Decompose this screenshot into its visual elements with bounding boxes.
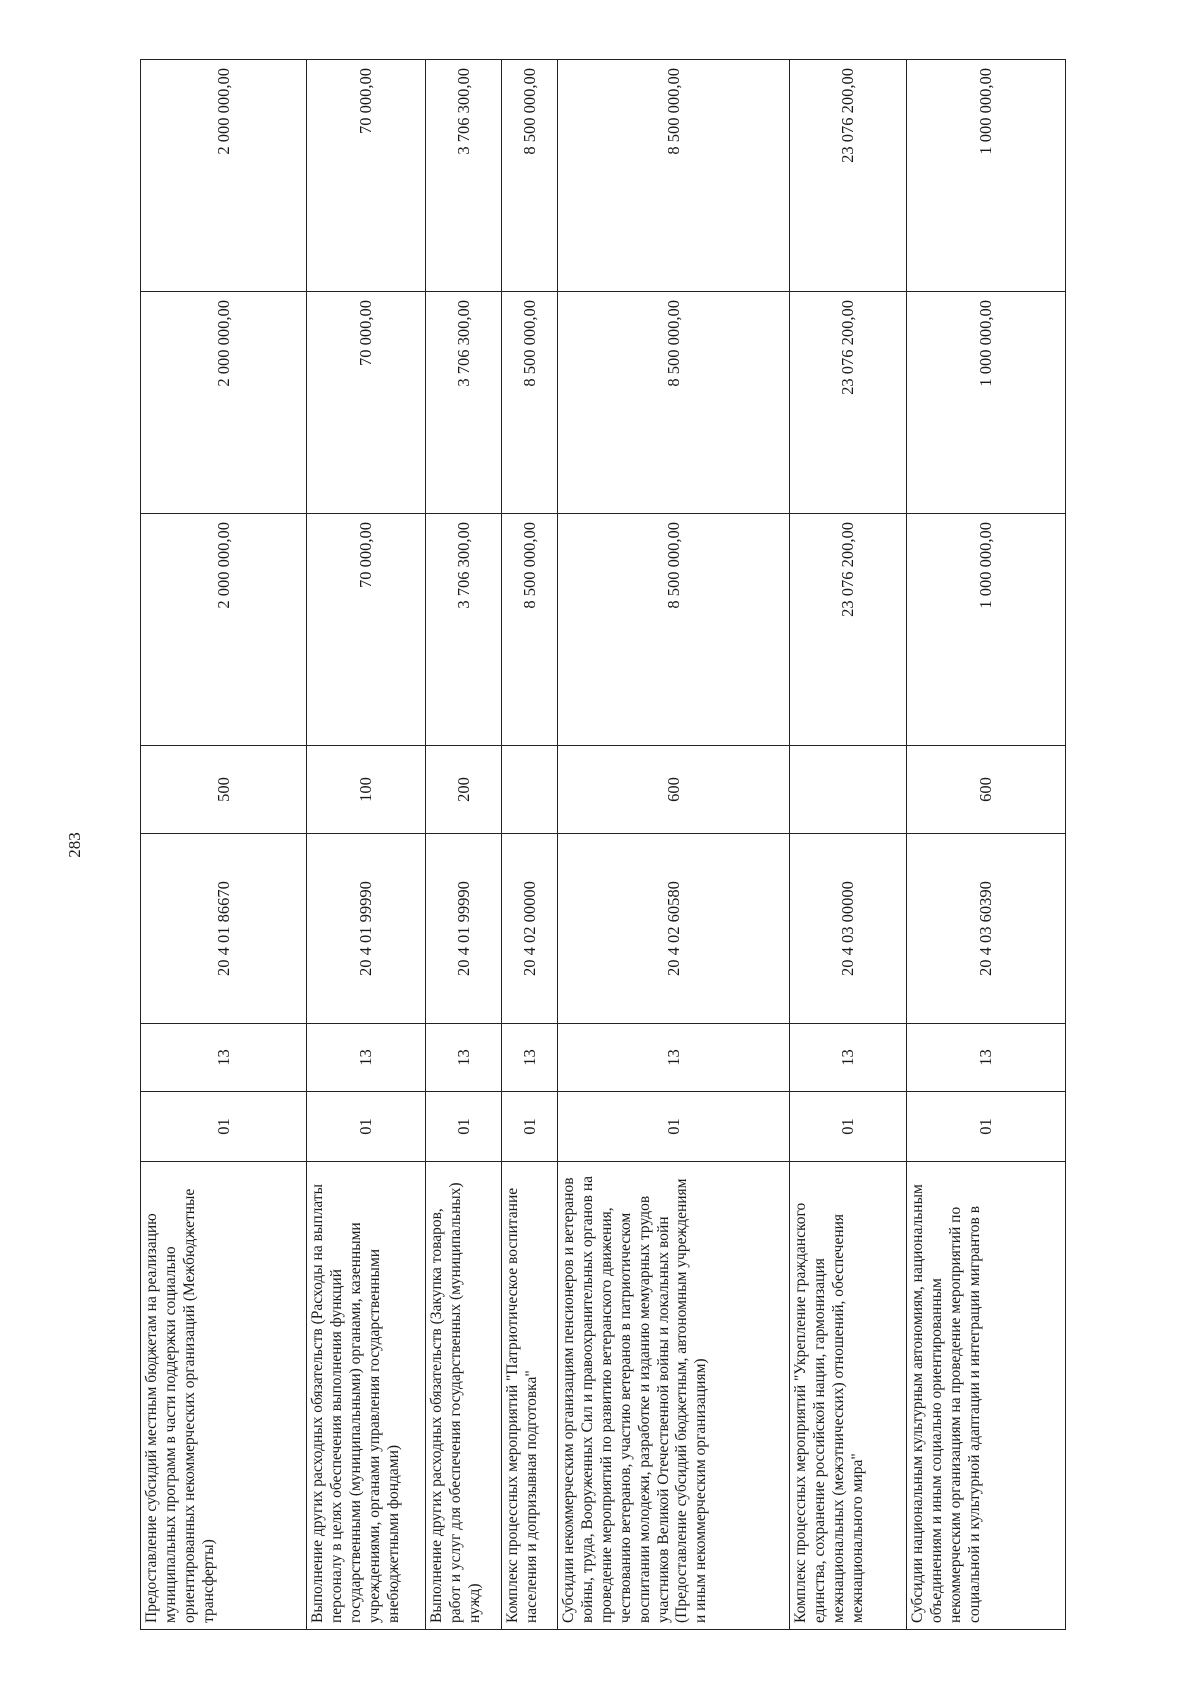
expense-type-code	[502, 746, 558, 834]
target-article-code: 20 4 03 00000	[790, 834, 907, 1024]
amount-year-2: 1 000 000,00	[907, 292, 1066, 514]
row-description: Выполнение других расходных обязательств (Расходы на выплаты персоналу в целях обеспечения выполнения функций государственными (муниципальными) органами, казенными учреждениями, органами управления государственными внебюджетными фондами)	[307, 1162, 426, 1630]
amount-year-3: 2 000 000,00	[141, 60, 307, 292]
page-number: 283	[65, 832, 84, 858]
target-article-code: 20 4 02 60580	[558, 834, 790, 1024]
rotated-page-body	[140, 60, 1065, 1630]
amount-year-2: 8 500 000,00	[502, 292, 558, 514]
amount-year-3: 23 076 200,00	[790, 60, 907, 292]
table-row	[141, 60, 307, 1630]
row-description: Комплекс процессных мероприятий "Укрепление гражданского единства, сохранение российской нации, гармонизация межнациональных (межэтнических) отношений, обеспечения межнационального мира"	[790, 1162, 907, 1630]
target-article-code: 20 4 03 60390	[907, 834, 1066, 1024]
section-code: 01	[502, 1092, 558, 1162]
target-article-code: 20 4 01 99990	[307, 834, 426, 1024]
amount-year-3: 3 706 300,00	[426, 60, 502, 292]
subsection-code: 13	[907, 1024, 1066, 1092]
target-article-code: 20 4 01 86670	[141, 834, 307, 1024]
target-article-code: 20 4 02 00000	[502, 834, 558, 1024]
amount-year-1: 8 500 000,00	[558, 514, 790, 746]
amount-year-3: 8 500 000,00	[502, 60, 558, 292]
table-row	[502, 60, 558, 1630]
amount-year-1: 3 706 300,00	[426, 514, 502, 746]
row-description: Предоставление субсидий местным бюджетам на реализацию муниципальных программ в части поддержки социально ориентированных некоммерческих организаций (Межбюджетные трансферты)	[141, 1162, 307, 1630]
expense-type-code: 600	[907, 746, 1066, 834]
subsection-code: 13	[502, 1024, 558, 1092]
budget-table-body	[141, 60, 1066, 1630]
row-description: Выполнение других расходных обязательств (Закупка товаров, работ и услуг для обеспечения государственных (муниципальных) нужд)	[426, 1162, 502, 1630]
subsection-code: 13	[790, 1024, 907, 1092]
amount-year-1: 1 000 000,00	[907, 514, 1066, 746]
expense-type-code: 500	[141, 746, 307, 834]
row-description: Субсидии некоммерческим организациям пенсионеров и ветеранов войны, труда, Вооруженных Сил и правоохранительных органов на проведение мероприятий по развитию ветеранского движения, чествованию ветеранов, участию ветеранов в патриотическом воспитании молодежи, разработке и изданию мемуарных трудов участников Великой Отечественной войны и локальных войн (Предоставление субсидий бюджетным, автономным учреждениям и иным некоммерческим организациям)	[558, 1162, 790, 1630]
amount-year-2: 8 500 000,00	[558, 292, 790, 514]
expense-type-code: 200	[426, 746, 502, 834]
subsection-code: 13	[426, 1024, 502, 1092]
amount-year-1: 8 500 000,00	[502, 514, 558, 746]
expense-type-code: 100	[307, 746, 426, 834]
table-row	[307, 60, 426, 1630]
amount-year-1: 23 076 200,00	[790, 514, 907, 746]
subsection-code: 13	[141, 1024, 307, 1092]
amount-year-2: 23 076 200,00	[790, 292, 907, 514]
section-code: 01	[307, 1092, 426, 1162]
amount-year-2: 70 000,00	[307, 292, 426, 514]
section-code: 01	[790, 1092, 907, 1162]
table-row	[426, 60, 502, 1630]
target-article-code: 20 4 01 99990	[426, 834, 502, 1024]
amount-year-1: 70 000,00	[307, 514, 426, 746]
section-code: 01	[907, 1092, 1066, 1162]
amount-year-2: 2 000 000,00	[141, 292, 307, 514]
amount-year-3: 70 000,00	[307, 60, 426, 292]
amount-year-1: 2 000 000,00	[141, 514, 307, 746]
amount-year-3: 8 500 000,00	[558, 60, 790, 292]
subsection-code: 13	[558, 1024, 790, 1092]
section-code: 01	[141, 1092, 307, 1162]
expense-type-code: 600	[558, 746, 790, 834]
table-row	[907, 60, 1066, 1630]
section-code: 01	[426, 1092, 502, 1162]
subsection-code: 13	[307, 1024, 426, 1092]
table-row	[790, 60, 907, 1630]
row-description: Субсидии национальным культурным автономиям, национальным объединениям и иным социально ориентированным некоммерческим организациям на проведение мероприятий по социальной и культурной адаптации и интеграции мигрантов в	[907, 1162, 1066, 1630]
amount-year-2: 3 706 300,00	[426, 292, 502, 514]
row-description: Комплекс процессных мероприятий "Патриотическое воспитание населения и допризывная подготовка"	[502, 1162, 558, 1630]
budget-table-container	[140, 60, 1065, 1630]
amount-year-3: 1 000 000,00	[907, 60, 1066, 292]
budget-table	[140, 59, 1066, 1630]
table-row	[558, 60, 790, 1630]
section-code: 01	[558, 1092, 790, 1162]
expense-type-code	[790, 746, 907, 834]
